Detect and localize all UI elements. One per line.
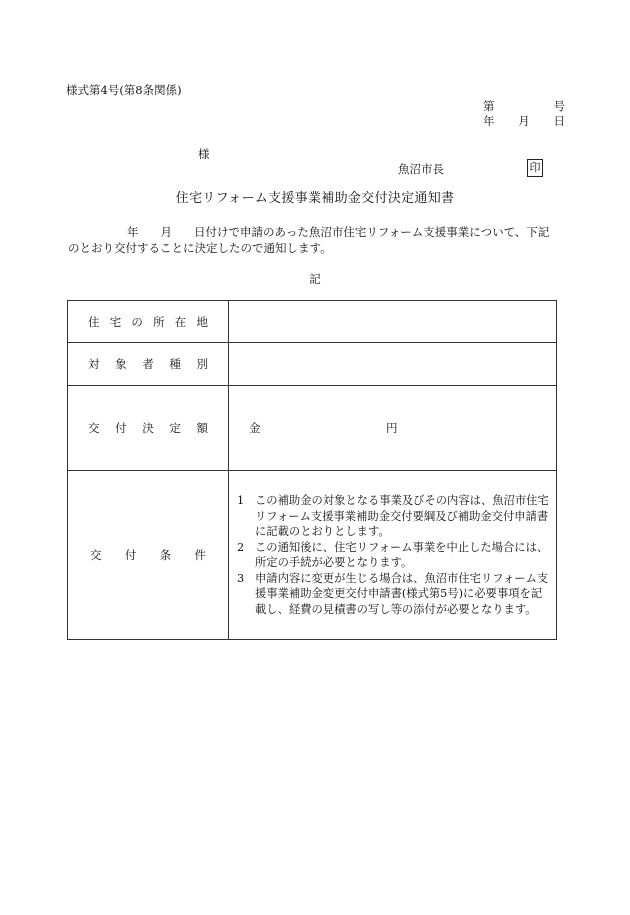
table-row bbox=[68, 343, 557, 386]
row-value-address[interactable] bbox=[229, 301, 557, 343]
seal-stamp: 印 bbox=[527, 159, 543, 177]
body-line1-rest: 日付けで申請のあった魚沼市住宅リフォーム支援事業について、下記 bbox=[194, 225, 550, 239]
body-month: 月 bbox=[160, 225, 172, 239]
body-text-line-2: のとおり交付することに決定したので通知します。 bbox=[68, 241, 332, 255]
conditions-list bbox=[229, 493, 556, 617]
body-text-line-1 bbox=[127, 225, 549, 239]
row-label-address: 住 宅 の 所 在 地 bbox=[68, 301, 229, 343]
table-row bbox=[68, 301, 557, 343]
ki-heading: 記 bbox=[309, 272, 321, 286]
document-number-line bbox=[483, 99, 565, 113]
date-year: 年 bbox=[483, 114, 495, 128]
addressee-honorific: 様 bbox=[198, 147, 210, 161]
condition-item: 2 この通知後に、住宅リフォーム事業を中止した場合には、所定の手続が必要となります。 bbox=[237, 540, 549, 569]
row-label-conditions: 交 付 条 件 bbox=[68, 471, 229, 640]
condition-item: 3 申請内容に変更が生じる場合は、魚沼市住宅リフォーム支援事業補助金変更交付申請書(様式第5号)に必要事項を記載し、経費の見積書の写し等の添付が必要となります。 bbox=[237, 571, 549, 616]
table-row bbox=[68, 386, 557, 471]
form-number-label: 様式第4号(第8条関係) bbox=[66, 83, 182, 97]
row-value-target-type[interactable] bbox=[229, 343, 557, 386]
amount-yen: 円 bbox=[386, 421, 398, 435]
row-value-grant-amount[interactable] bbox=[229, 386, 557, 471]
date-day: 日 bbox=[553, 114, 565, 128]
row-value-conditions bbox=[229, 471, 557, 640]
condition-item: 1 この補助金の対象となる事業及びその内容は、魚沼市住宅リフォーム支援事業補助金交付要綱及び補助金交付申請書に記載のとおりとします。 bbox=[237, 494, 549, 538]
document-date-line bbox=[483, 114, 565, 128]
table-row bbox=[68, 471, 557, 640]
date-month: 月 bbox=[518, 114, 530, 128]
document-title: 住宅リフォーム支援事業補助金交付決定通知書 bbox=[175, 191, 455, 206]
amount-kin: 金 bbox=[249, 421, 261, 435]
row-label-grant-amount: 交 付 決 定 額 bbox=[68, 386, 229, 471]
number-suffix: 号 bbox=[553, 99, 565, 113]
row-label-target-type: 対 象 者 種 別 bbox=[68, 343, 229, 386]
number-prefix: 第 bbox=[483, 99, 495, 113]
body-year: 年 bbox=[127, 225, 139, 239]
details-table bbox=[67, 300, 557, 640]
issuer-name: 魚沼市長 bbox=[398, 162, 444, 176]
